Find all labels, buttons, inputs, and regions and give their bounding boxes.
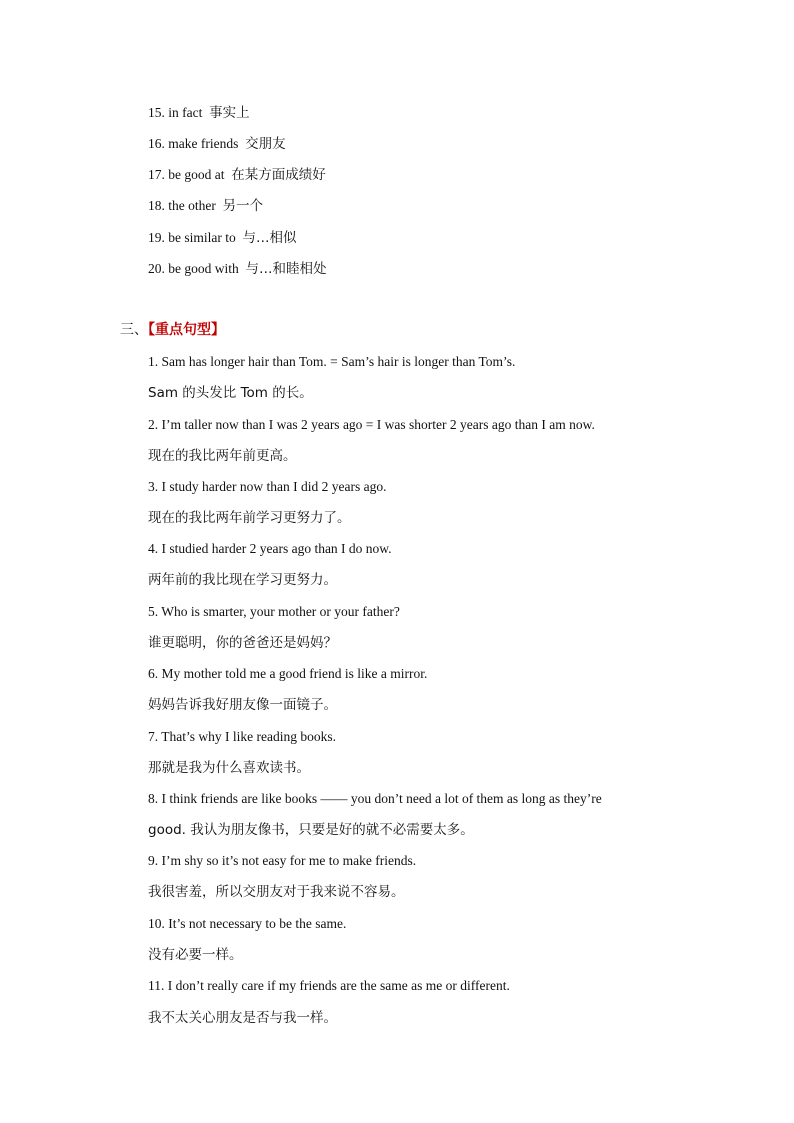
phrase-item	[148, 104, 250, 122]
phrase-english: 17. be good at	[148, 167, 225, 182]
phrase-english: 19. be similar to	[148, 230, 236, 245]
sentence-chinese: 现在的我比两年前学习更努力了。	[148, 510, 351, 526]
sentence-chinese: 那就是我为什么喜欢读书。	[148, 760, 310, 776]
phrase-item	[148, 197, 263, 215]
phrase-english: 18. the other	[148, 198, 216, 213]
phrase-item	[148, 260, 327, 278]
phrase-item	[148, 135, 286, 153]
sentence-chinese: 谁更聪明，你的爸爸还是妈妈？	[148, 635, 337, 651]
phrase-chinese: 与…相似	[242, 230, 297, 246]
sentence-english: 3. I study harder now than I did 2 years ago.	[148, 479, 387, 494]
phrase-item	[148, 166, 326, 184]
phrase-chinese: 与…和睦相处	[245, 261, 327, 277]
sentence-chinese: good. 我认为朋友像书，只要是好的就不必需要太多。	[148, 822, 474, 838]
phrase-chinese: 交朋友	[245, 136, 286, 152]
phrase-chinese: 另一个	[222, 198, 264, 214]
sentence-english: 11. I don’t really care if my friends are the same as me or different.	[148, 978, 510, 993]
phrase-english: 20. be good with	[148, 261, 239, 276]
sentence-english: 6. My mother told me a good friend is like a mirror.	[148, 666, 428, 681]
section-number: 三、	[120, 322, 148, 338]
sentence-chinese: 妈妈告诉我好朋友像一面镜子。	[148, 697, 337, 713]
sentence-english: 5. Who is smarter, your mother or your father?	[148, 604, 400, 619]
sentence-chinese: Sam 的头发比 Tom 的长。	[148, 385, 313, 401]
sentence-english: 1. Sam has longer hair than Tom. = Sam’s hair is longer than Tom’s.	[148, 354, 516, 369]
sentence-english: 7. That’s why I like reading books.	[148, 729, 336, 744]
sentence-english: 9. I’m shy so it’s not easy for me to make friends.	[148, 853, 417, 868]
sentence-chinese: 我不太关心朋友是否与我一样。	[148, 1010, 337, 1026]
sentence-chinese: 两年前的我比现在学习更努力。	[148, 572, 337, 588]
phrase-item	[148, 229, 297, 247]
phrase-chinese: 事实上	[209, 105, 250, 121]
section-title: 【重点句型】	[148, 322, 225, 338]
phrase-english: 16. make friends	[148, 136, 239, 151]
sentence-chinese: 我很害羞，所以交朋友对于我来说不容易。	[148, 884, 405, 900]
phrase-english: 15. in fact	[148, 105, 203, 120]
sentence-english: 8. I think friends are like books —— you don’t need a lot of them as long as they’re	[148, 791, 602, 806]
sentence-chinese: 现在的我比两年前更高。	[148, 448, 297, 464]
sentence-english: 2. I’m taller now than I was 2 years ago = I was shorter 2 years ago than I am now.	[148, 417, 595, 432]
phrase-chinese: 在某方面成绩好	[231, 167, 326, 183]
sentence-english: 10. It’s not necessary to be the same.	[148, 916, 347, 931]
sentence-chinese: 没有必要一样。	[148, 947, 243, 963]
sentence-english: 4. I studied harder 2 years ago than I do now.	[148, 541, 392, 556]
section-heading	[120, 320, 225, 340]
